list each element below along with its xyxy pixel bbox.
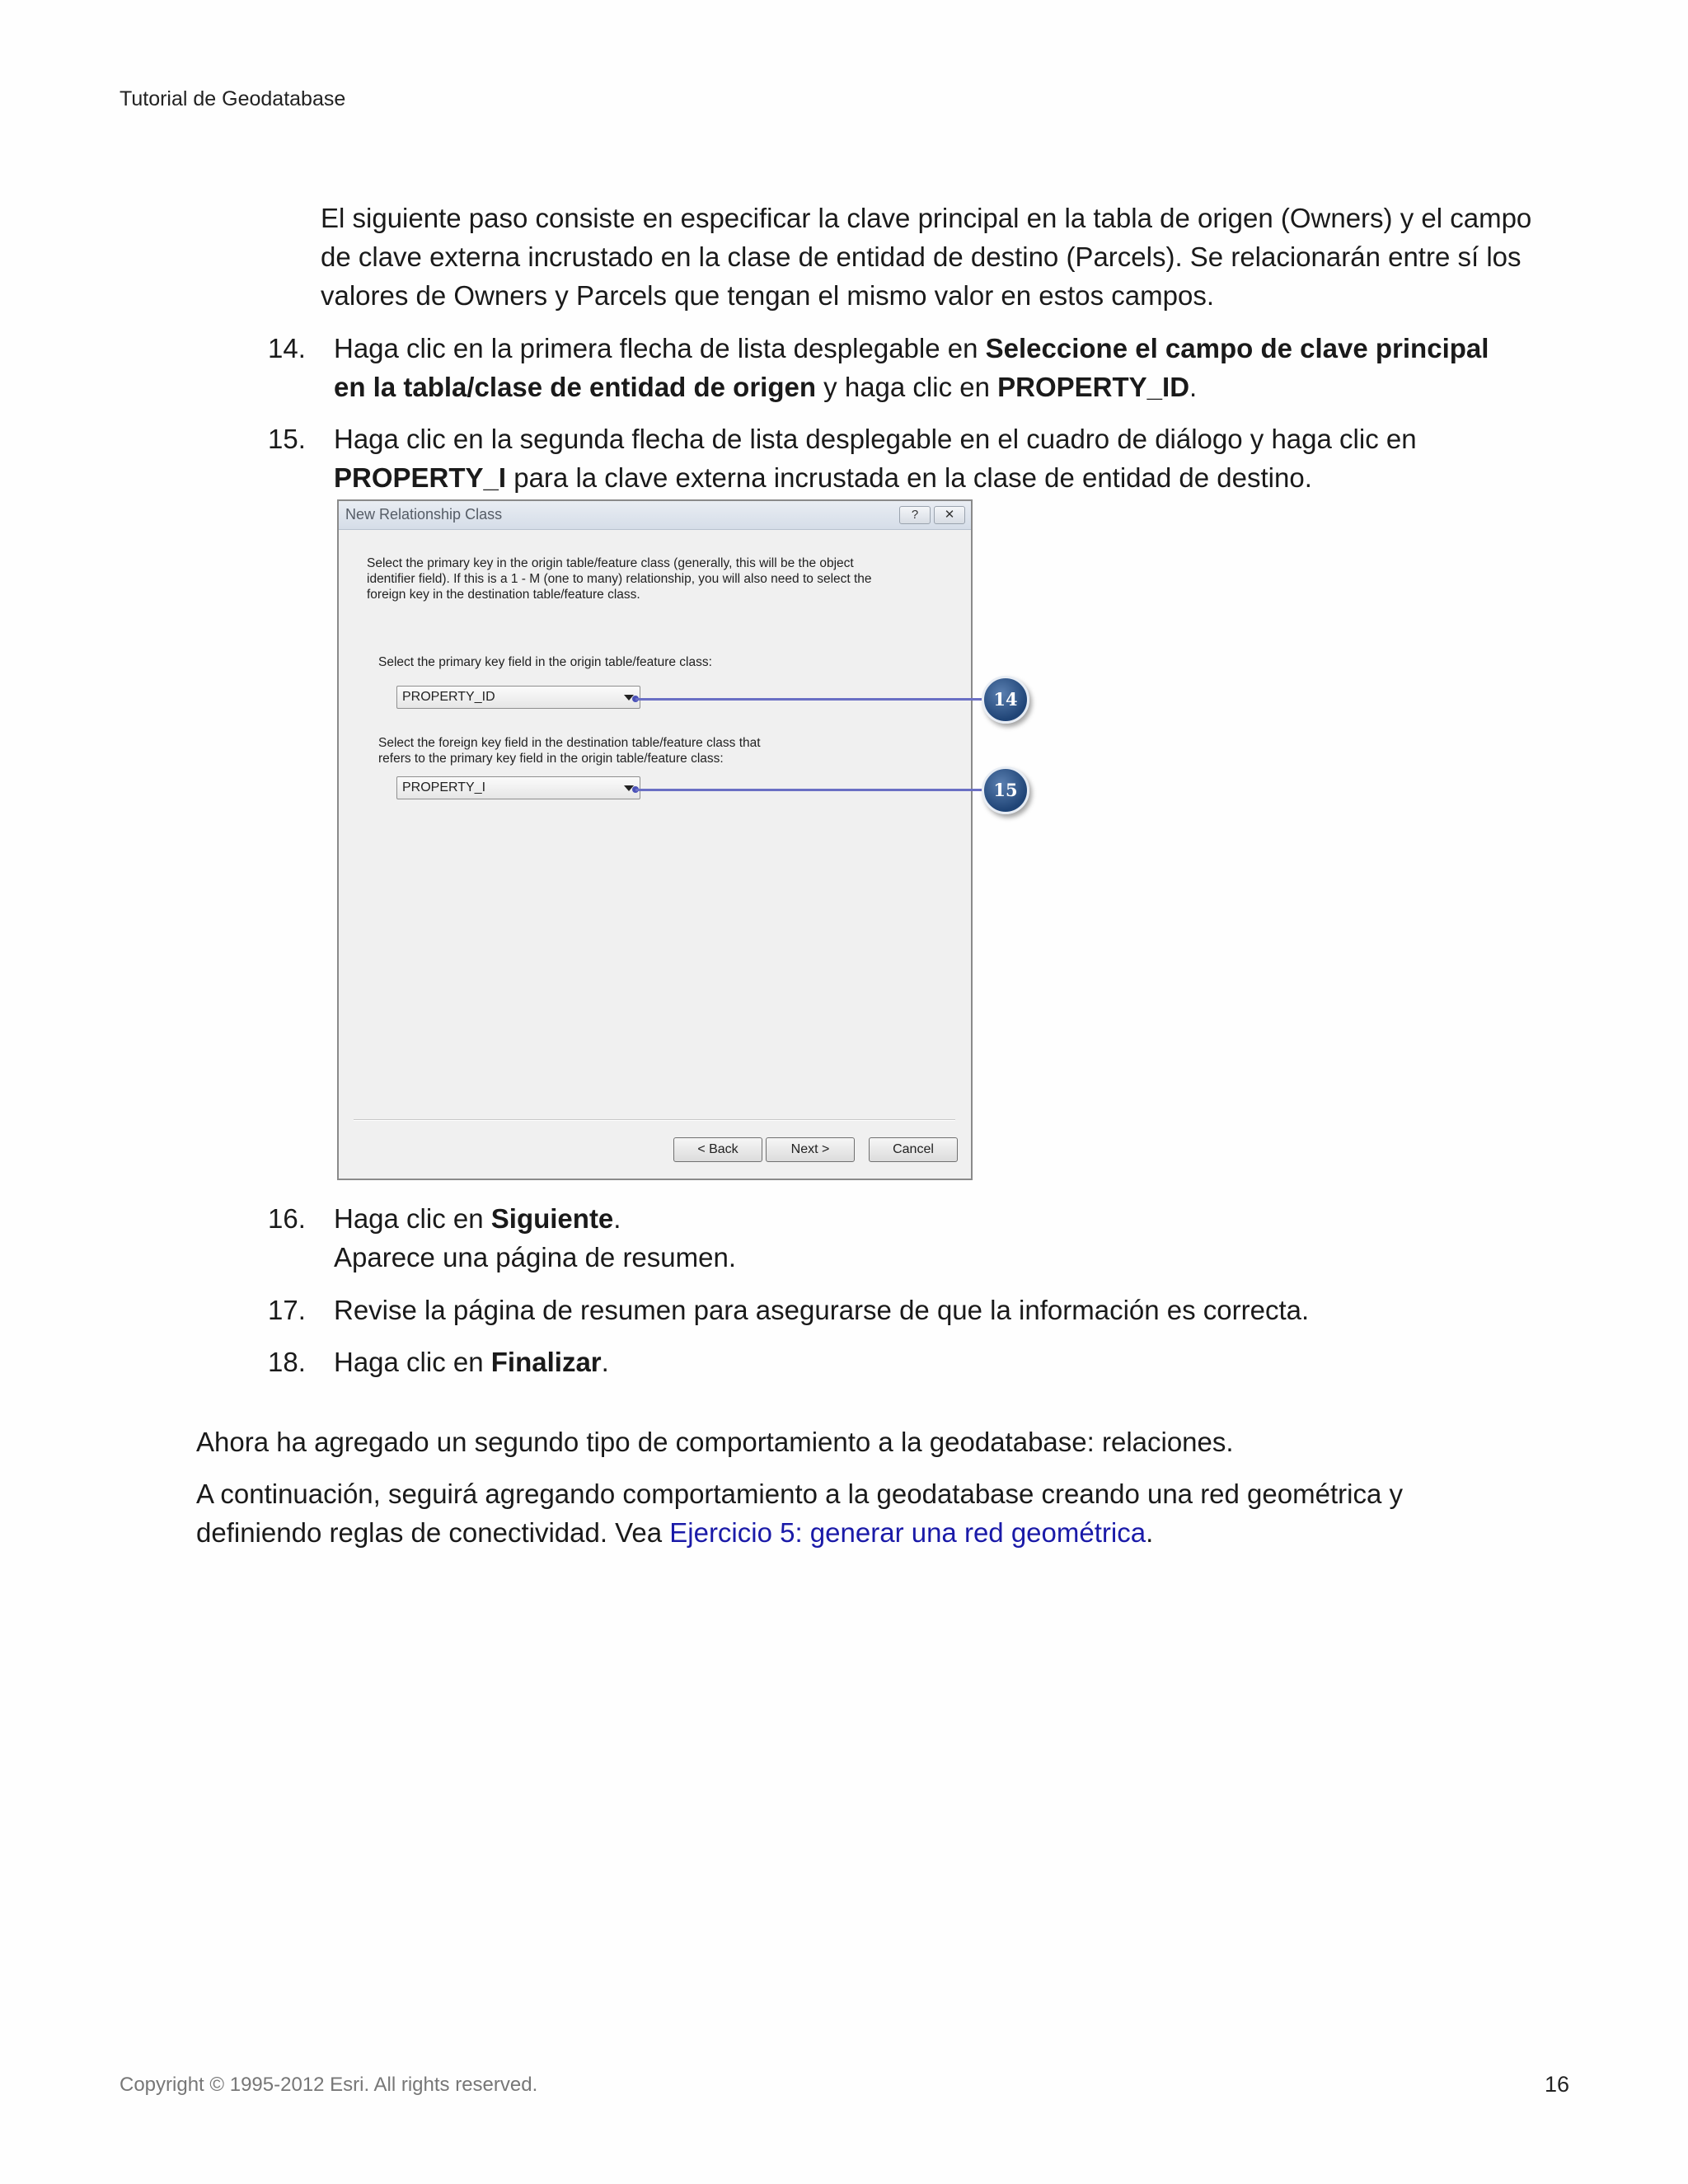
close-button[interactable]: ✕ <box>934 506 965 524</box>
dialog-titlebar <box>339 501 971 530</box>
ui-value: PROPERTY_ID <box>997 372 1190 402</box>
ui-field-name: Seleccione el campo de clave principal en la tabla/clase de entidad de origen <box>334 333 1489 402</box>
help-button[interactable]: ? <box>899 506 931 524</box>
step-text: Haga clic en Finalizar. <box>334 1347 609 1377</box>
step-text: Haga clic en la segunda flecha de lista desplegable en el cuadro de diálogo y haga clic en PROPERTY_I para la clave externa incrustada en la clase de entidad de destino. <box>334 424 1417 493</box>
running-header: Tutorial de Geodatabase <box>120 87 346 110</box>
dialog-separator <box>354 1119 955 1121</box>
ui-button-name: Siguiente <box>490 1203 614 1234</box>
dialog-description: Select the primary key in the origin table/feature class (generally, this will be the object identifier field). If this is a 1 - M (one to many) relationship, you will also need to select the foreign key in the destination table/feature class. <box>367 556 872 602</box>
closing-paragraph-1: Ahora ha agregado un segundo tipo de comportamiento a la geodatabase: relaciones. <box>196 1427 1234 1457</box>
step-number: 18. <box>268 1347 306 1377</box>
cancel-button[interactable]: Cancel <box>869 1137 958 1162</box>
dialog-title: New Relationship Class <box>345 506 503 523</box>
closing-paragraph-2: A continuación, seguirá agregando comportamiento a la geodatabase creando una red geométrica y definiendo reglas de conectividad. Vea Ejercicio 5: generar una red geométrica. <box>196 1479 1403 1548</box>
next-button[interactable]: Next > <box>766 1137 855 1162</box>
step-text: Haga clic en Siguiente. Aparece una página de resumen. <box>334 1203 737 1272</box>
intro-text: El siguiente paso consiste en especificar la clave principal en la tabla de origen (Owners) y el campo de clave externa incrustado en la clase de entidad de destino (Parcels). Se relacionarán entre sí los valores de Owners y Parcels que tengan el mismo valor en estos campos. <box>321 203 1532 311</box>
ui-button-name: Finalizar <box>490 1347 602 1377</box>
step-number: 16. <box>268 1203 306 1234</box>
step-number: 15. <box>268 424 306 454</box>
page-number: 16 <box>1545 2072 1570 2097</box>
callout-14: 14 <box>982 676 1029 724</box>
primary-key-value: PROPERTY_ID <box>402 690 495 704</box>
step-number: 17. <box>268 1295 306 1325</box>
primary-key-label: Select the primary key field in the origin table/feature class: <box>378 655 712 669</box>
callout-15: 15 <box>982 766 1029 814</box>
foreign-key-value: PROPERTY_I <box>402 780 486 794</box>
callout-15-line <box>635 789 987 791</box>
primary-key-dropdown[interactable] <box>396 686 640 709</box>
step-number: 14. <box>268 333 306 363</box>
callout-14-line <box>635 698 987 701</box>
intro-paragraph <box>321 199 1540 315</box>
foreign-key-label: Select the foreign key field in the destination table/feature class that refers to the primary key field in the origin table/feature class: <box>378 736 761 766</box>
copyright: Copyright © 1995-2012 Esri. All rights reserved. <box>120 2074 538 2096</box>
foreign-key-dropdown[interactable] <box>396 776 640 799</box>
step-result: Aparece una página de resumen. <box>334 1242 737 1272</box>
back-button[interactable]: < Back <box>673 1137 762 1162</box>
ui-value: PROPERTY_I <box>334 462 507 493</box>
exercise-5-link[interactable]: Ejercicio 5: generar una red geométrica <box>669 1517 1146 1548</box>
new-relationship-class-dialog <box>337 499 973 1180</box>
step-text: Revise la página de resumen para asegurarse de que la información es correcta. <box>334 1295 1310 1325</box>
step-text: Haga clic en la primera flecha de lista desplegable en Seleccione el campo de clave principal en la tabla/clase de entidad de origen y haga clic en PROPERTY_ID. <box>334 333 1489 402</box>
